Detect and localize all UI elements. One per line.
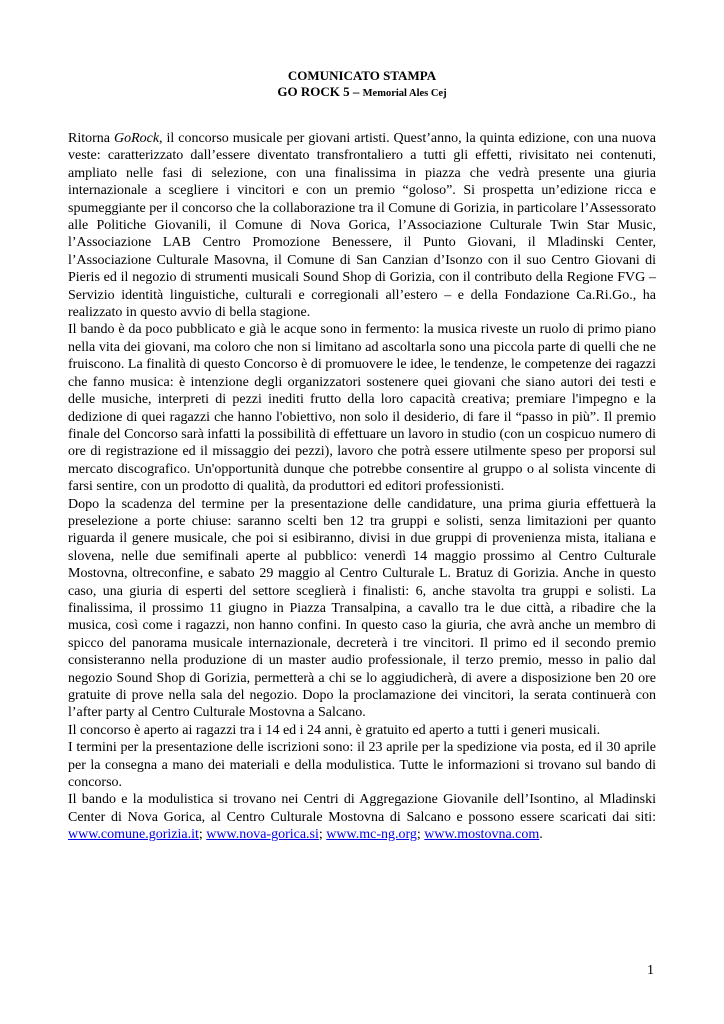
link-mc-ng[interactable]: www.mc-ng.org [326, 827, 417, 843]
link-comune-gorizia[interactable]: www.comune.gorizia.it [68, 827, 199, 843]
event-subtitle [0, 84, 724, 102]
paragraph-download: Il bando e la modulistica si trovano nei Centri di Aggregazione Giovanile dell’Isontino, al Mladinski Center di Nova Gorica, al Centro Culturale Mostovna di Salcano e possono essere scaricati dai siti: www.comune.gorizia.it; www.nova-gorica.si; www.mc-ng.org; www.mostovna.com. [68, 792, 656, 843]
link-nova-gorica[interactable]: www.nova-gorica.si [206, 827, 319, 843]
press-release-body [68, 130, 656, 844]
link-mostovna[interactable]: www.mostovna.com [424, 827, 540, 843]
paragraph-deadlines: I termini per la presentazione delle iscrizioni sono: il 23 aprile per la spedizione via posta, ed il 30 aprile per la consegna a mano dei materiali e della modulistica. Tutte le informazioni si trovano sul bando di concorso. [68, 740, 656, 791]
gorock-name: GoRock [113, 131, 160, 146]
press-release-title: COMUNICATO STAMPA [287, 68, 437, 83]
event-name: GO ROCK 5 – [277, 84, 363, 99]
paragraph-selection: Dopo la scadenza del termine per la presentazione delle candidature, una prima giuria effettuerà la preselezione a porte chiuse: saranno scelti ben 12 tra gruppi e solisti, senza limitazioni per quanto riguarda il genere musicale, che poi si esibiranno, divisi in due gruppi di provenienza mista, italiana e slovena, nelle due semifinali aperte al pubblico: venerdì 14 maggio prossimo al Centro Culturale Mostovna, oltreconfine, e sabato 29 maggio al Centro Culturale L. Bratuz di Gorizia. Anche in questo caso, una giuria di esperti del settore sceglierà i finalisti: 6, anche stavolta tra gruppi e solisti. La finalissima, il prossimo 11 giugno in Piazza Transalpina, a cavallo tra le due città, a ribadire che la musica, così come i ragazzi, non hanno confini. In questo caso la giuria, che avrà anche un membro di spicco del panorama musicale internazionale, decreterà i tre vincitori. Il primo ed il secondo premio consisteranno nella produzione di un master audio professionale, il terzo premio, messo in palio dal negozio Sound Shop di Gorizia, permetterà a chi se lo aggiudicherà, di avere a disposizione ben 20 ore gratuite di prove nella sala del negozio. Dopo la proclamazione dei vincitori, la serata continuerà con l’after party al Centro Culturale Mostovna a Salcano. [68, 496, 656, 721]
page-number: 1 [647, 963, 654, 978]
memorial-name: Memorial Ales Cej [362, 88, 447, 99]
paragraph-bando: Il bando è da poco pubblicato e già le acque sono in fermento: la musica riveste un ruolo di primo piano nella vita dei giovani, ma coloro che non si limitano ad ascoltarla sono una piccola parte di quelli che ne fruiscono. La finalità di questo Concorso è di promuovere le idee, le tendenze, le competenze dei ragazzi che fanno musica: è intenzione degli organizzatori sostenere quei giovani che siano autori dei testi e delle musiche, interpreti di pezzi inediti frutto della loro capacità creativa; premiare l'impegno e la dedizione di quei ragazzi che hanno l'obiettivo, non solo il desiderio, di fare il “passo in più”. Il premio finale del Concorso sarà infatti la possibilità di effettuare un lavoro in studio (con un cospicuo numero di ore di registrazione ed il missaggio dei pezzi), lavoro che potrà essere utilmente speso per proporsi sul mercato discografico. Un'opportunità dunque che potrebbe consentire al gruppo o al solista vincente di farsi sentire, con un prodotto di qualità, da produttori ed editori professionisti. [68, 322, 656, 495]
paragraph-intro: Ritorna GoRock, il concorso musicale per giovani artisti. Quest’anno, la quinta edizione, con una nuova veste: caratterizzato dall’essere diventato transfrontaliero a tutti gli effetti, rivisitato nei contenuti, ampliato nelle fasi di selezione, con una finalissima in piazza che vedrà presente una giuria internazionale a scegliere i vincitori e con un premio “goloso”. Si prospetta un’edizione ricca e spumeggiante per il concorso che la collaborazione tra il Comune di Gorizia, in particolare l’Assessorato alle Politiche Giovanili, il Comune di Nova Gorica, l’Associazione Culturale Twin Star Music, l’Associazione LAB Centro Promozione Benessere, il Punto Giovani, il Mladinski Center, l’Associazione Culturale Masovna, il Comune di San Canzian d’Isonzo con il suo Centro Giovani di Pieris ed il negozio di strumenti musicali Sound Shop di Gorizia, con il contributo della Regione FVG – Servizio identità linguistiche, culturali e corregionali all’estero – e della Fondazione Ca.Ri.Go., ha realizzato in questo avvio di bella stagione. [68, 131, 656, 321]
paragraph-eligibility: Il concorso è aperto ai ragazzi tra i 14 ed i 24 anni, è gratuito ed aperto a tutti i generi musicali. [68, 722, 601, 738]
press-release-header [0, 68, 724, 102]
